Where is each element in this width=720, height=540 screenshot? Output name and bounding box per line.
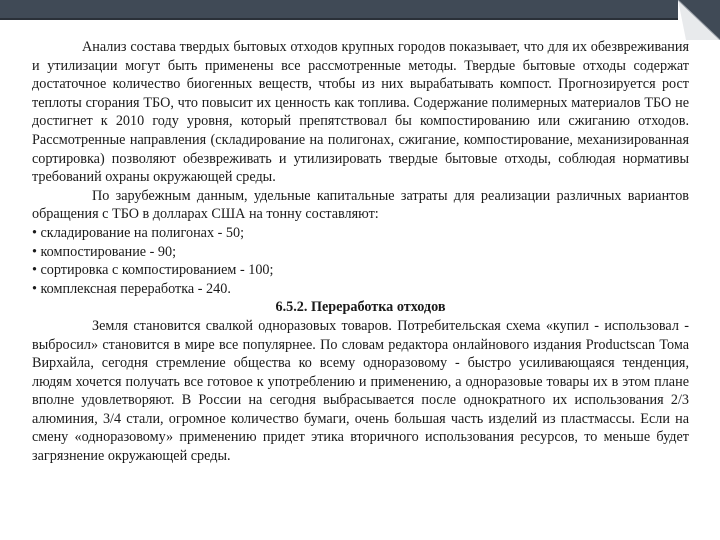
slide-content [32, 38, 689, 466]
top-accent-line [0, 18, 720, 20]
list-item: • сортировка с компостированием - 100; [32, 262, 274, 279]
paragraph-disposable: Земля становится свалкой одноразовых товаров. Потребительская схема «купил - использовал - выбросил» становится в мире все популярнее. По словам редактора онлайнового издания Productscan Тома Вирхайла, сегодня стремление общества ко всему одноразовому - быстро усиливающаяся тенденция, людям хочется получать все готовое к употреблению и применению, а одноразовые товары их в этом плане вполне удовлетворяют. В России на сегодня выбрасывается после однократного их использования 2/3 алюминия, 3/4 стали, огромное количество бумаги, очень большая часть изделий из пластмассы. Если на смену «одноразовому» применению придет этика вторичного использования ресурсов, то меньше будет загрязнение окружающей среды. [32, 317, 689, 465]
top-bar [0, 0, 720, 18]
section-heading: 6.5.2. Переработка отходов [275, 299, 446, 316]
paragraph-intro: Анализ состава твердых бытовых отходов крупных городов показывает, что для их обезвреживания и утилизации могут быть применены все рассмотренные методы. Твердые бытовые отходы содержат достаточное количество биогенных веществ, чтобы из них вырабатывать компост. Прогнозируется рост теплоты сгорания ТБО, что повысит их ценность как топлива. Содержание полимерных материалов ТБО не достигнет к 2010 году уровня, который препятствовал бы компостированию или сжиганию отходов. Рассмотренные направления (складирование на полигонах, сжигание, компостирование, механизированная сортировка) позволяют обезвреживать и утилизировать твердые бытовые отходы, соблюдая нормативы требований охраны окружающей среды. [32, 39, 689, 186]
list-item: • компостирование - 90; [32, 243, 177, 260]
paragraph-costs: По зарубежным данным, удельные капитальные затраты для реализации различных вариантов обращения с ТБО в долларах США на тонну составляют: [32, 187, 689, 223]
list-item: • складирование на полигонах - 50; [32, 224, 245, 241]
page-curl-corner [678, 0, 720, 40]
list-item: • комплексная переработка - 240. [32, 280, 231, 297]
